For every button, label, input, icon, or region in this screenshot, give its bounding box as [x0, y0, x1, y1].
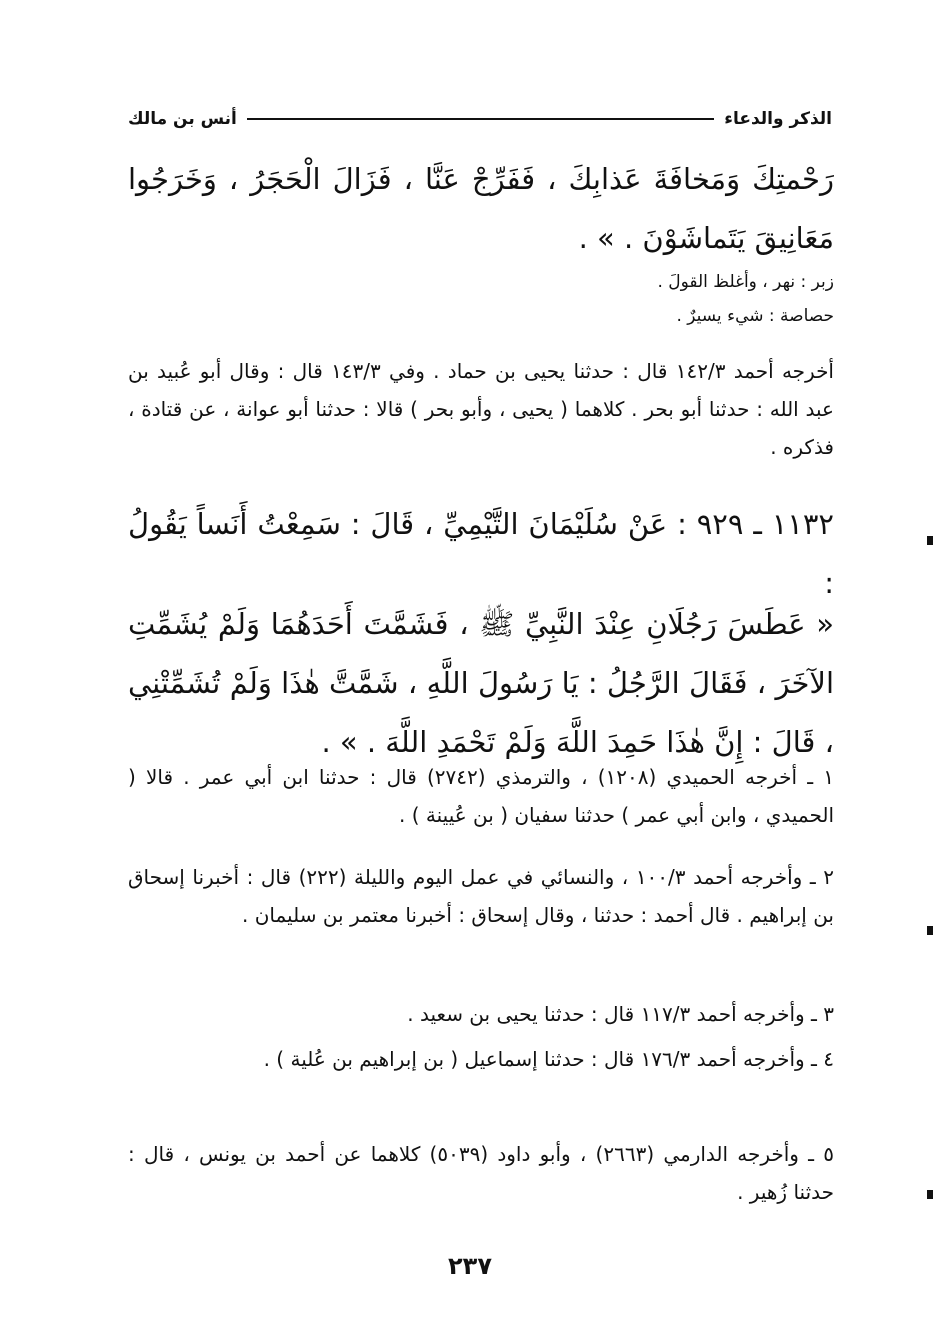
footnote-item: ٤ ـ وأخرجه أحمد ١٧٦/٣ قال : حدثنا إسماعيل ( بن إبراهيم بن عُلية ) . — [263, 1047, 834, 1071]
page-number: ٢٣٧ — [448, 1252, 492, 1280]
edge-mark — [927, 536, 933, 545]
footnote-item: ٣ ـ وأخرجه أحمد ١١٧/٣ قال : حدثنا يحيى بن سعيد . — [407, 1002, 834, 1026]
takhrij-paragraph: أخرجه أحمد ١٤٢/٣ قال : حدثنا يحيى بن حماد . وفي ١٤٣/٣ قال : وقال أبو عُبيد بن عبد الله : حدثنا أبو بحر . كلاهما ( يحيى ، وأبو بحر ) قالا : حدثنا أبو عوانة ، عن قتادة ، فذكره . — [128, 359, 834, 459]
header-section-title: أنس بن مالك — [128, 109, 237, 129]
gloss-line: حصاصة : شيء يسيرٌ . — [676, 306, 834, 326]
hadith-heading: ١١٣٢ ـ ٩٢٩ : عَنْ سُلَيْمَانَ التَّيْمِيِّ ، قَالَ : سَمِعْتُ أَنَساً يَقُولُ : — [128, 507, 834, 600]
footnote-item: ١ ـ أخرجه الحميدي (١٢٠٨) ، والترمذي (٢٧٤٢) قال : حدثنا ابن أبي عمر . قالا ( الحميدي ، وابن أبي عمر ) حدثنا سفيان ( بن عُيينة ) . — [128, 765, 834, 827]
gloss-line: زبر : نهر ، وأغلظ القولَ . — [657, 272, 834, 292]
edge-mark — [927, 1190, 933, 1199]
header-rule — [247, 118, 714, 120]
footnote-item: ٢ ـ وأخرجه أحمد ١٠٠/٣ ، والنسائي في عمل اليوم والليلة (٢٢٢) قال : أخبرنا إسحاق بن إبراهيم . قال أحمد : حدثنا ، وقال إسحاق : أخبرنا معتمر بن سليمان . — [128, 865, 834, 927]
footnote-item: ٥ ـ وأخرجه الدارمي (٢٦٦٣) ، وأبو داود (٥٠٣٩) كلاهما عن أحمد بن يونس ، قال : حدثنا زُهير . — [128, 1142, 834, 1204]
hadith-continuation: رَحْمتِكَ وَمَخافَةَ عَذابِكَ ، فَفَرِّجْ عَنَّا ، فَزَالَ الْحَجَرُ ، وَخَرَجُوا مَعَانِيقَ يَتَماشَوْنَ . » . — [128, 162, 834, 255]
running-header — [128, 104, 832, 134]
hadith-text: « عَطَسَ رَجُلَانِ عِنْدَ النَّبِيِّ ﷺ ، فَشَمَّتَ أَحَدَهُمَا وَلَمْ يُشَمِّتِ الآخَرَ ، فَقَالَ الرَّجُلُ : يَا رَسُولَ اللَّهِ ، شَمَّتَّ هٰذَا وَلَمْ تُشَمِّتْنِي ، قَالَ : إِنَّ هٰذَا حَمِدَ اللَّهَ وَلَمْ تَحْمَدِ اللَّهَ . » . — [128, 607, 834, 759]
edge-mark — [927, 926, 933, 935]
header-chapter-title: الذكر والدعاء — [724, 109, 832, 129]
